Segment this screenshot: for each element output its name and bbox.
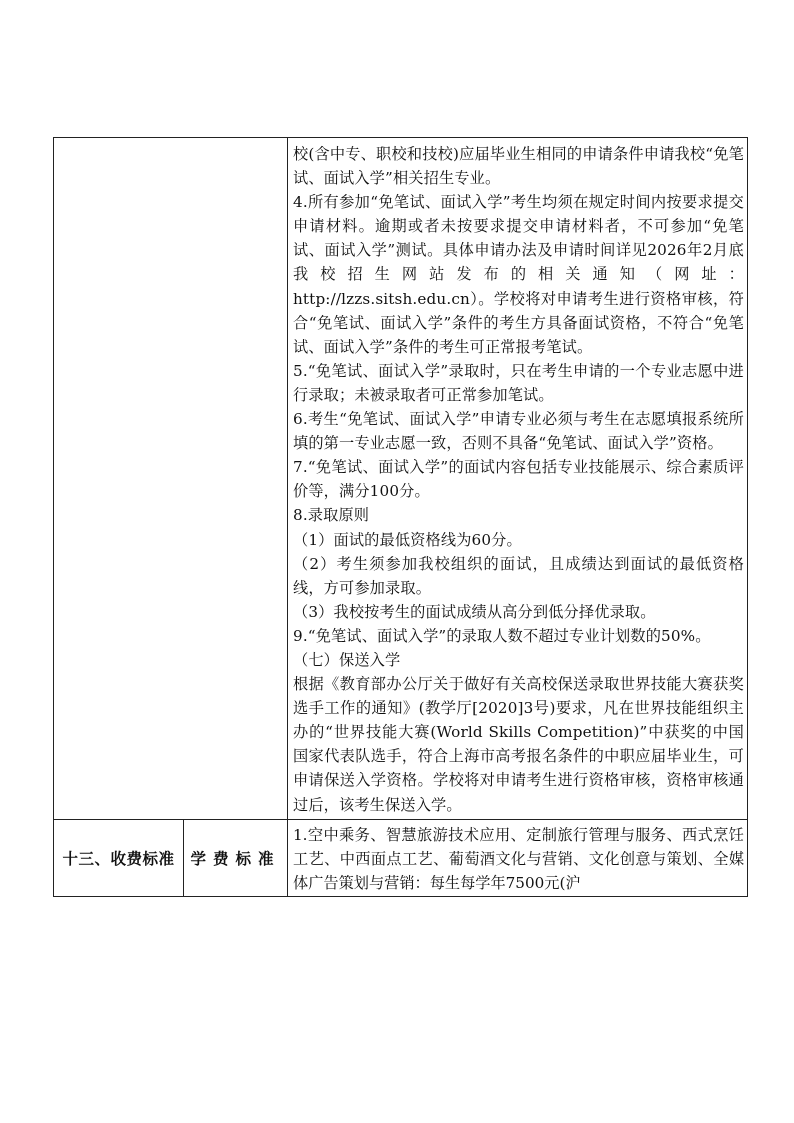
item-label: 学费标准 [184,819,288,896]
paragraph: （2）考生须参加我校组织的面试，且成绩达到面试的最低资格线，方可参加录取。 [293,554,744,597]
fee-text: 1.空中乘务、智慧旅游技术应用、定制旅行管理与服务、西式烹饪工艺、中西面点工艺、葡萄酒文化与营销、文化创意与策划、全媒体广告策划与营销：每生每学年7500元(沪 [293,825,744,892]
admission-table [53,137,748,897]
section-label: 十三、收费标准 [54,819,184,896]
empty-label-cell [54,138,288,820]
paragraph: （1）面试的最低资格线为60分。 [293,530,522,549]
paragraph: 5.“免笔试、面试入学”录取时，只在考生申请的一个专业志愿中进行录取；未被录取者可正常参加笔试。 [293,361,744,404]
paragraph: （3）我校按考生的面试成绩从高分到低分择优录取。 [293,602,656,621]
content-cell [288,138,748,820]
section-heading: （七）保送入学 [293,650,401,669]
paragraph: 9.“免笔试、面试入学”的录取人数不超过专业计划数的50%。 [293,626,711,645]
paragraph: 8.录取原则 [293,506,370,525]
paragraph: 4.所有参加“免笔试、面试入学”考生均须在规定时间内按要求提交申请材料。逾期或者未按要求提交申请材料者，不可参加“免笔试、面试入学”测试。具体申请办法及申请时间详见2026年2月底我校招生网站发布的相关通知（网址：http://lzzs.sitsh.edu.cn）。学校将对申请考生进行资格审核，符合“免笔试、面试入学”条件的考生方具备面试资格，不符合“免笔试、面试入学”条件的考生可正常报考笔试。 [293,193,744,356]
paragraph: 根据《教育部办公厅关于做好有关高校保送录取世界技能大赛获奖选手工作的通知》(教学厅[2020]3号)要求，凡在世界技能组织主办的“世界技能大赛(World Skills Competition)”中获奖的中国国家代表队选手，符合上海市高考报名条件的中职应届毕业生，可申请保送入学资格。学校将对申请考生进行资格审核，资格审核通过后，该考生保送入学。 [293,675,744,814]
table-row [54,819,748,896]
paragraph: 7.“免笔试、面试入学”的面试内容包括专业技能展示、综合素质评价等，满分100分。 [293,458,744,501]
content-cell [288,819,748,896]
paragraph: 6.考生“免笔试、面试入学”申请专业必须与考生在志愿填报系统所填的第一专业志愿一致，否则不具备“免笔试、面试入学”资格。 [293,410,744,453]
table-row [54,138,748,820]
rules-text [288,138,747,819]
paragraph: 校(含中专、职校和技校)应届毕业生相同的申请条件申请我校“免笔试、面试入学”相关招生专业。 [293,145,744,188]
